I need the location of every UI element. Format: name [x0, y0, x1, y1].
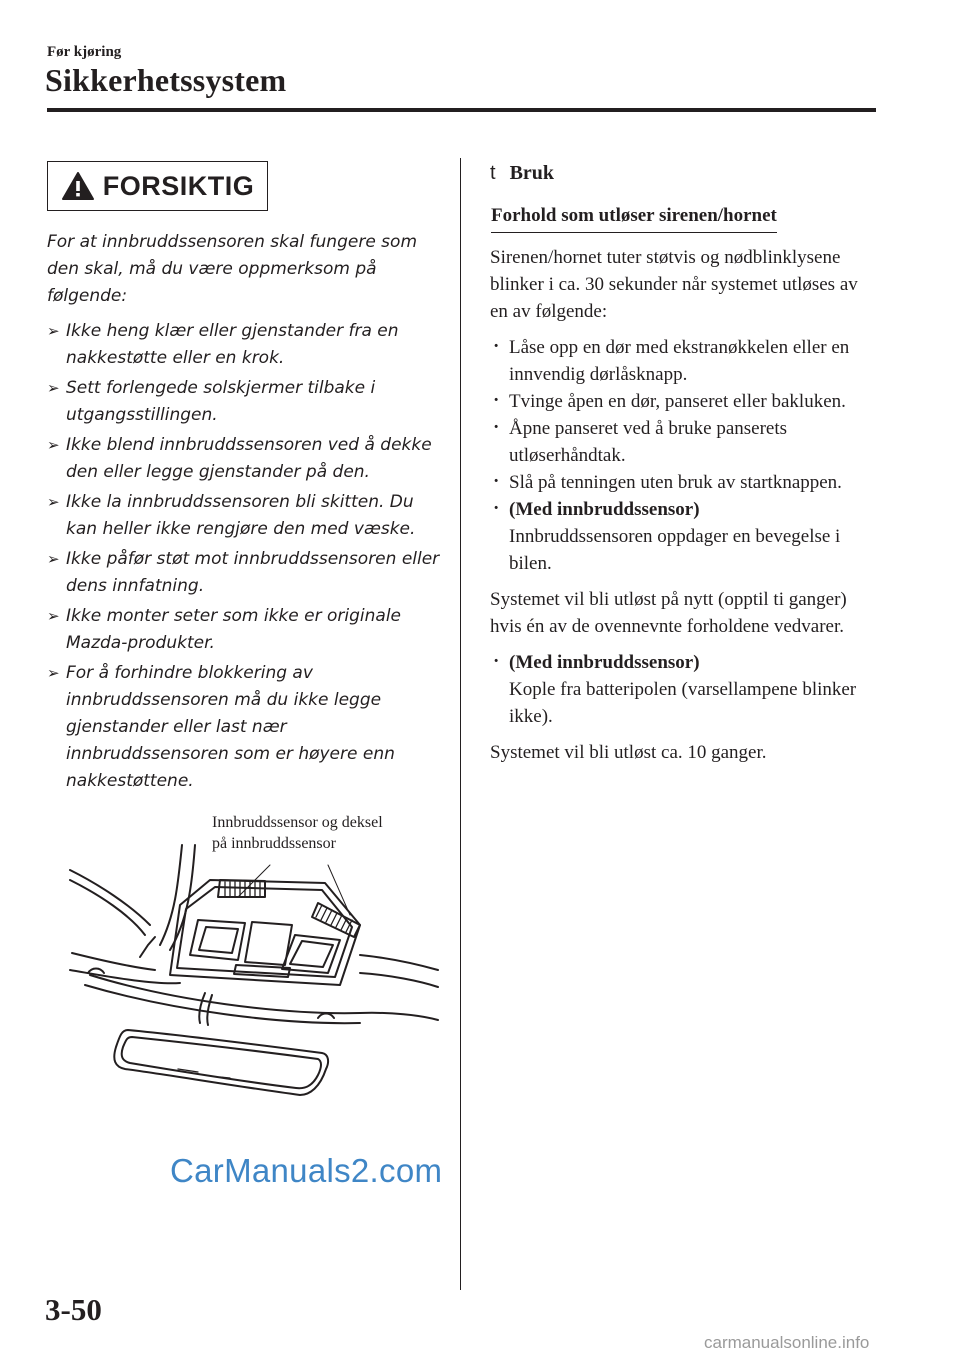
title-divider [47, 108, 876, 112]
page-number: 3-50 [45, 1292, 102, 1327]
arrow-bullet-icon: ➢ [47, 493, 60, 511]
list-item: ➢ Ikke monter seter som ikke er originale Mazda-produkter. [47, 603, 445, 657]
paragraph: Systemet vil bli utløst ca. 10 ganger. [490, 742, 767, 763]
overhead-console-illustration [60, 825, 440, 1115]
list-item: · (Med innbruddssensor) Kople fra batteripolen (varsellampene blinker ikke). [490, 649, 870, 730]
condition-heading: Forhold som utløser sirenen/hornet [491, 205, 777, 233]
list-item: · Tvinge åpen en dør, panseret eller bakluken. [490, 388, 870, 415]
right-content [490, 244, 870, 766]
caution-label: FORSIKTIG [102, 170, 255, 201]
paragraph: Sirenen/hornet tuter støtvis og nødblinklysene blinker i ca. 30 sekunder når systemet utløses av en av følgende: [490, 247, 858, 322]
list-item: ➢ Ikke la innbruddssensoren bli skitten. Du kan heller ikke rengjøre den med væske. [47, 489, 445, 543]
arrow-bullet-icon: ➢ [47, 664, 60, 682]
column-divider [460, 158, 461, 1290]
list-item: ➢ Ikke påfør støt mot innbruddssensoren eller dens innfatning. [47, 546, 445, 600]
trigger-list [490, 334, 870, 577]
list-item: · Åpne panseret ved å bruke panserets utløserhåndtak. [490, 415, 870, 469]
footer-site: carmanualsonline.info [704, 1333, 870, 1352]
watermark: CarManuals2.com [170, 1152, 443, 1189]
list-item: · (Med innbruddssensor) Innbruddssensoren oppdager en bevegelse i bilen. [490, 496, 870, 577]
subsection-heading: t Bruk [490, 162, 555, 184]
list-item: ➢ For å forhindre blokkering av innbruddssensoren må du ikke legge gjenstander eller last nær innbruddssensoren som er høyere enn nakkestøttene. [47, 660, 445, 795]
caution-intro: For at innbruddssensoren skal fungere som den skal, må du være oppmerksom på følgende: [47, 232, 417, 306]
caution-box [47, 161, 268, 211]
arrow-bullet-icon: ➢ [47, 607, 60, 625]
list-item: · Slå på tenningen uten bruk av startknappen. [490, 469, 870, 496]
list-item: ➢ Ikke blend innbruddssensoren ved å dekke den eller legge gjenstander på den. [47, 432, 445, 486]
list-item: ➢ Sett forlengede solskjermer tilbake i utgangsstillingen. [47, 375, 445, 429]
arrow-bullet-icon: ➢ [47, 436, 60, 454]
list-item: ➢ Ikke heng klær eller gjenstander fra en nakkestøtte eller en krok. [47, 318, 445, 372]
caution-list [47, 318, 445, 798]
arrow-bullet-icon: ➢ [47, 379, 60, 397]
section-marker: t [490, 162, 496, 184]
chapter-label: Før kjøring [47, 44, 122, 60]
paragraph: Systemet vil bli utløst på nytt (opptil ti ganger) hvis én av de ovennevnte forholdene vedvarer. [490, 589, 847, 637]
arrow-bullet-icon: ➢ [47, 322, 60, 340]
illustration-callout: Innbruddssensor og deksel på innbruddssensor [212, 814, 383, 852]
page-title: Sikkerhetssystem [45, 62, 287, 98]
list-item: · Låse opp en dør med ekstranøkkelen eller en innvendig dørlåsknapp. [490, 334, 870, 388]
warning-triangle-icon [61, 171, 95, 201]
arrow-bullet-icon: ➢ [47, 550, 60, 568]
condition-list [490, 649, 870, 730]
